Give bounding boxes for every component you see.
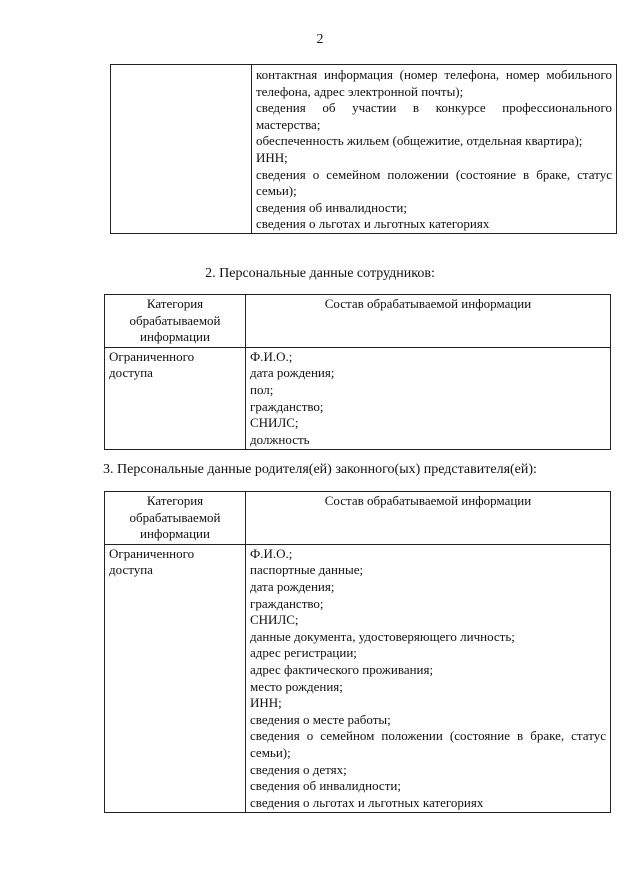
table-header-row — [105, 295, 611, 348]
info-composition-cell — [246, 544, 611, 813]
list-item: дата рождения; — [250, 578, 335, 594]
table-row — [111, 65, 617, 234]
list-item: сведения о семейном положении (состояние в браке, статус семьи); — [250, 728, 606, 760]
section-heading-parents: 3. Персональные данные родителя(ей) законного(ых) представителя(ей): — [103, 462, 537, 477]
list-item: Ф.И.О.; — [250, 348, 293, 364]
header-composition: Состав обрабатываемой информации — [246, 295, 611, 348]
list-item: дата рождения; — [250, 365, 335, 381]
list-item: сведения об инвалидности; — [250, 778, 401, 794]
header-category: Категория обрабатываемой информации — [105, 295, 246, 348]
list-item: адрес регистрации; — [250, 645, 357, 661]
category-cell: Ограниченного доступа — [105, 544, 246, 813]
list-item: сведения о льготах и льготных категориях — [256, 216, 490, 232]
header-category: Категория обрабатываемой информации — [105, 492, 246, 545]
list-item: сведения об инвалидности; — [256, 199, 407, 215]
continuation-table — [110, 64, 617, 234]
list-item: гражданство; — [250, 398, 324, 414]
employees-table — [104, 294, 611, 450]
list-item: паспортные данные; — [250, 562, 364, 578]
page-number: 2 — [316, 32, 324, 47]
list-item: место рождения; — [250, 678, 343, 694]
list-item: гражданство; — [250, 595, 324, 611]
list-item: данные документа, удостоверяющего личность; — [250, 628, 515, 644]
table-row — [105, 544, 611, 813]
header-composition: Состав обрабатываемой информации — [246, 492, 611, 545]
list-item: сведения о семейном положении (состояние в браке, статус семьи); — [256, 166, 612, 199]
section-heading-employees: 2. Персональные данные сотрудников: — [205, 266, 435, 281]
list-item: обеспеченность жильем (общежитие, отдельная квартира); — [256, 133, 583, 149]
table-header-row — [105, 492, 611, 545]
list-item: сведения о детях; — [250, 761, 347, 777]
list-item: ИНН; — [250, 695, 282, 711]
list-item: сведения о льготах и льготных категориях — [250, 794, 484, 810]
list-item: контактная информация (номер телефона, номер мобильного телефона, адрес электронной почты); — [256, 67, 612, 99]
category-cell: Ограниченного доступа — [105, 347, 246, 450]
category-cell-empty — [111, 65, 252, 234]
list-item: Ф.И.О.; — [250, 545, 293, 561]
list-item: СНИЛС; — [250, 415, 299, 431]
list-item: должность — [250, 431, 310, 447]
list-item: сведения о месте работы; — [250, 711, 391, 727]
list-item: сведения об участии в конкурсе профессионального мастерства; — [256, 100, 612, 132]
parents-table — [104, 491, 611, 813]
list-item: СНИЛС; — [250, 612, 299, 628]
table-row — [105, 347, 611, 450]
list-item: адрес фактического проживания; — [250, 661, 434, 677]
info-composition-cell — [252, 65, 617, 234]
list-item: пол; — [250, 381, 274, 397]
info-composition-cell — [246, 347, 611, 450]
list-item: ИНН; — [256, 149, 288, 165]
